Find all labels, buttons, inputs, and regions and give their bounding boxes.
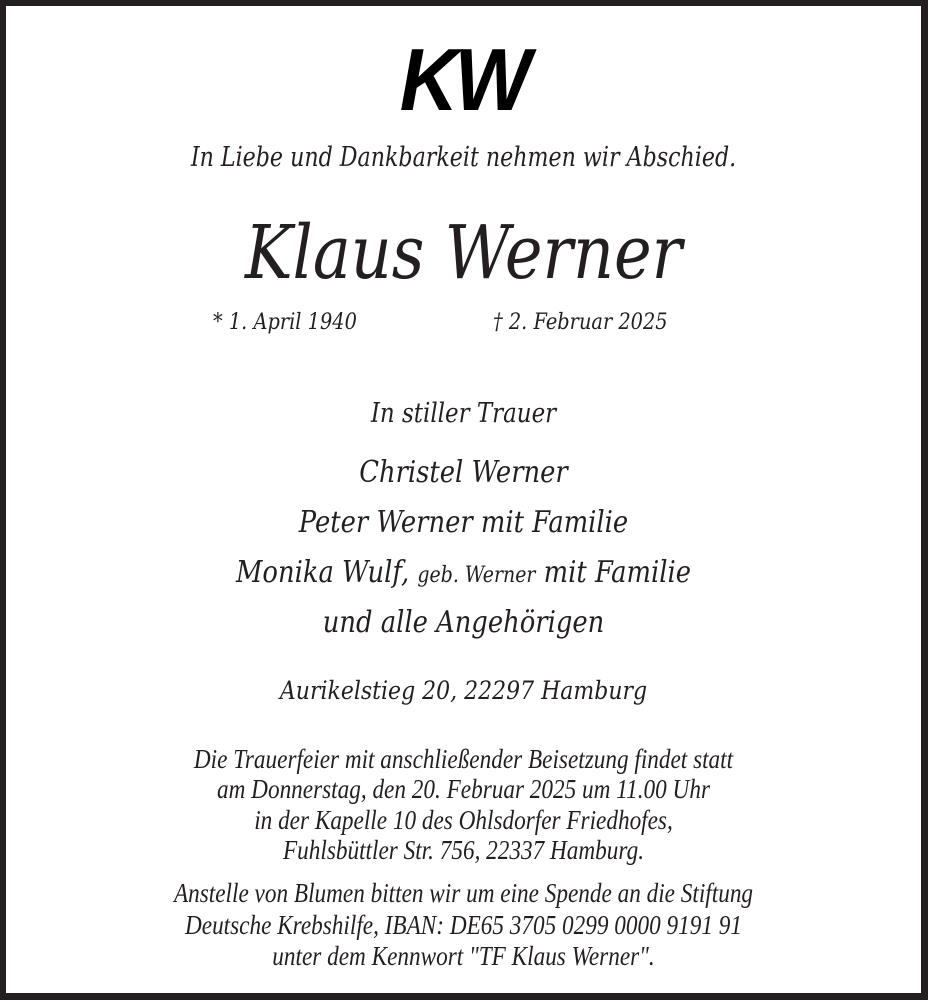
maiden-name: geb. Werner bbox=[417, 563, 536, 588]
ceremony-line: Die Trauerfeier mit anschließender Beisetzung findet statt bbox=[193, 744, 734, 774]
donation-line: Deutsche Krebshilfe, IBAN: DE65 3705 0299 0000 9191 91 bbox=[184, 910, 742, 940]
ceremony-line: Fuhlsbüttler Str. 756, 22337 Hamburg. bbox=[282, 835, 644, 865]
life-dates bbox=[6, 312, 921, 342]
birth-date: * 1. April 1940 bbox=[213, 310, 357, 335]
ceremony-line: am Donnerstag, den 20. Februar 2025 um 11.00 Uhr bbox=[217, 774, 710, 804]
mourner-suffix: mit Familie bbox=[543, 555, 691, 590]
mourner-line: Peter Werner mit Familie bbox=[298, 505, 629, 540]
address: Aurikelstieg 20, 22297 Hamburg bbox=[279, 676, 648, 705]
intro-text: In Liebe und Dankbarkeit nehmen wir Abschied. bbox=[190, 142, 737, 173]
donation-line: Anstelle von Blumen bitten wir um eine Spende an die Stiftung bbox=[173, 878, 754, 908]
mourners-heading: In stiller Trauer bbox=[370, 398, 557, 429]
logo-initials: KW bbox=[399, 30, 528, 129]
obituary-card bbox=[6, 6, 921, 993]
ceremony-line: in der Kapelle 10 des Ohlsdorfer Friedhofes, bbox=[254, 805, 673, 835]
mourner-name: Monika Wulf, bbox=[236, 555, 410, 590]
mourner-line: Christel Werner bbox=[359, 455, 568, 490]
donation-line: unter dem Kennwort "TF Klaus Werner". bbox=[272, 941, 655, 971]
death-date: † 2. Februar 2025 bbox=[493, 310, 668, 335]
mourner-line: und alle Angehörigen bbox=[322, 605, 605, 640]
deceased-name: Klaus Werner bbox=[244, 210, 683, 296]
mourner-line bbox=[70, 555, 857, 590]
